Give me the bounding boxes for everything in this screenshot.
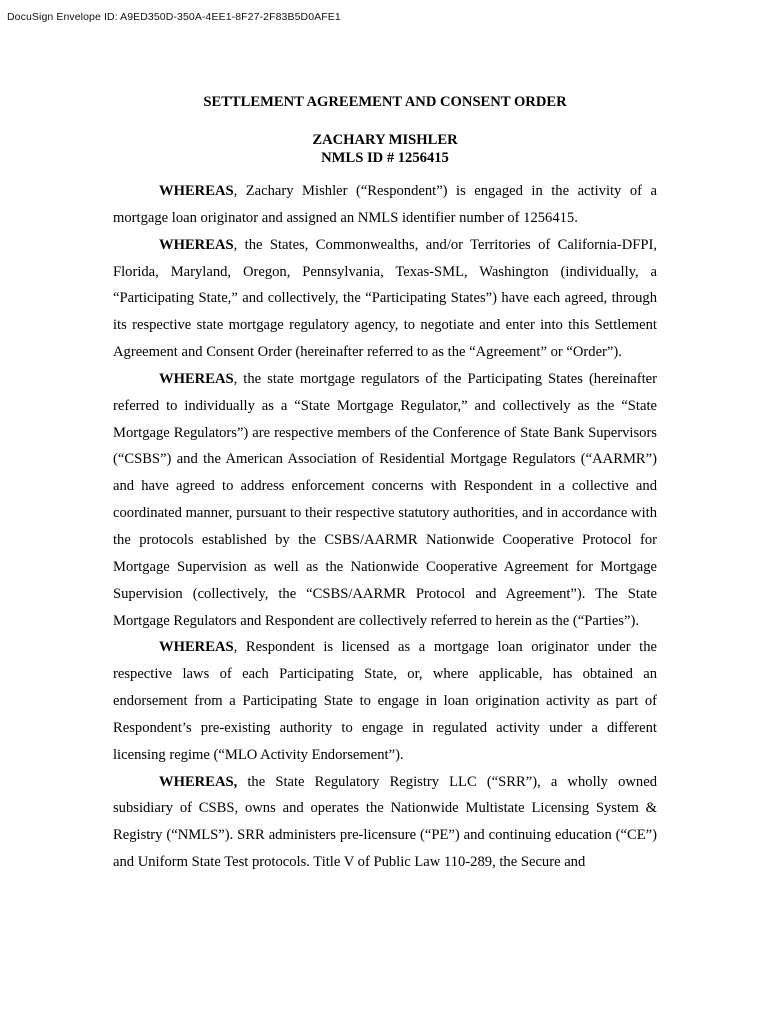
paragraph-list xyxy=(113,178,657,876)
whereas-paragraph-5 xyxy=(113,769,657,876)
whereas-lead: WHEREAS xyxy=(159,639,234,656)
whereas-lead: WHEREAS xyxy=(159,370,234,387)
respondent-heading xyxy=(113,131,657,167)
whereas-lead: WHEREAS xyxy=(159,236,234,253)
whereas-lead: WHEREAS xyxy=(159,183,234,199)
nmls-id: NMLS ID # 1256415 xyxy=(321,150,449,166)
paragraph-text: , the state mortgage regulators of the Participating States (hereinafter referred to individually as a “State Mortgage Regulator,” and collectively as the “State Mortgage Regulators”) are respective members of the Conference of State Bank Supervisors (“CSBS”) and the American Association of Residential Mortgage Regulators (“AARMR”) and have agreed to address enforcement concerns with Respondent in a collective and coordinated manner, pursuant to their respective statutory authorities, and in accordance with the protocols established by the CSBS/AARMR Nationwide Cooperative Protocol for Mortgage Supervision as well as the Nationwide Cooperative Agreement for Mortgage Supervision (collectively, the “CSBS/AARMR Protocol and Agreement”). The State Mortgage Regulators and Respondent are collectively referred to herein as the (“Parties”). xyxy=(113,370,657,629)
whereas-lead: WHEREAS, xyxy=(159,773,238,790)
paragraph-text: , the States, Commonwealths, and/or Territories of California-DFPI, Florida, Maryland, Oregon, Pennsylvania, Texas-SML, Washington (individually, a “Participating State,” and collectively, the “Participating States”) have each agreed, through its respective state mortgage regulatory agency, to negotiate and enter into this Settlement Agreement and Consent Order (hereinafter referred to as the “Agreement” or “Order”). xyxy=(113,236,657,361)
whereas-paragraph-4 xyxy=(113,634,657,768)
paragraph-text: the State Regulatory Registry LLC (“SRR”), a wholly owned subsidiary of CSBS, owns and operates the Nationwide Multistate Licensing System & Registry (“NMLS”). SRR administers pre-licensure (“PE”) and continuing education (“CE”) and Uniform State Test protocols. Title V of Public Law 110-289, the Secure and xyxy=(113,773,657,871)
whereas-paragraph-2 xyxy=(113,232,657,366)
respondent-name: ZACHARY MISHLER xyxy=(312,132,458,148)
document-page xyxy=(113,92,657,876)
paragraph-text: , Respondent is licensed as a mortgage loan originator under the respective laws of each Participating State, or, where applicable, has obtained an endorsement from a Participating State to engage in loan origination activity as part of Respondent’s pre-existing authority to engage in regulated activity under a different licensing regime (“MLO Activity Endorsement”). xyxy=(113,639,657,763)
whereas-paragraph-3 xyxy=(113,366,657,634)
docusign-envelope-id: DocuSign Envelope ID: A9ED350D-350A-4EE1-8F27-2F83B5D0AFE1 xyxy=(7,11,341,23)
document-title: SETTLEMENT AGREEMENT AND CONSENT ORDER xyxy=(203,94,567,110)
whereas-paragraph-1 xyxy=(113,178,657,232)
paragraph-text: , Zachary Mishler (“Respondent”) is engaged in the activity of a mortgage loan originator and assigned an NMLS identifier number of 1256415. xyxy=(113,183,657,226)
